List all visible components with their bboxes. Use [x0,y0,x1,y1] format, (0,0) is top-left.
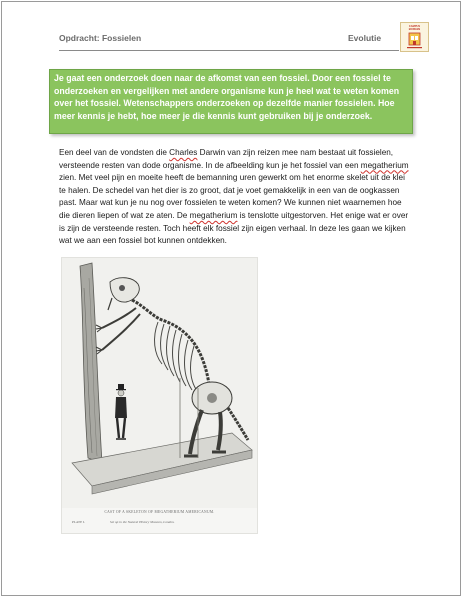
figure-plate-label: PLATE I. [72,520,85,524]
body-text-1: Een deel van de vondsten die [59,148,170,157]
logo-text-line2: BORGEN [408,28,421,31]
page [1,1,461,596]
skeleton-illustration [62,258,257,508]
misspelled-word-megatherium-2: megatherium [189,210,238,220]
body-text-3: zien. Met veel pijn en moeite heeft de bemanning uren gewerkt om het enorme skelet uit de klei te halen. De schedel van het dier is zo groot, dat je voet gemakkelijk in een van de oogkassen past. Maar wat kun je nu nog over fossielen te weten komen? We kunnen niet waarnemen hoe die dieren liepen of wat ze aten. De [59,173,405,220]
logo-text-line1: CAMPUS [408,25,421,28]
intro-text: Je gaat een onderzoek doen naar de afkomst van een fossiel. Door een fossiel te onderzoeken en vergelijken met andere organisme kun je heel wat te weten komen over het fossiel. Wetenschappers onderzoeken op dezelfde manier fossielen. Hoe meer kennis je hebt, hoe meer je die kennis kunt gebruiken bij je onderzoek. [54,73,400,121]
figure-caption: CAST OF A SKELETON OF MEGATHERIUM AMERICANUM. [104,510,215,514]
school-logo [400,22,429,52]
header-divider [59,50,399,51]
misspelled-word-charles: Charles [169,148,198,157]
misspelled-word-megatherium: megatherium [360,160,409,170]
header-subject: Evolutie [348,33,382,43]
figure-subcaption: Set up in the Natural History Museum, London. [110,520,175,524]
body-text-2: Darwin van zijn reizen mee nam bestaat uit fossielen, versteende resten van dode organisme. In de afbeelding kun je het fossiel van een [59,148,394,170]
body-paragraph [59,147,411,248]
megatherium-skeleton-image [61,257,258,534]
body-text-4: is tenslotte uitgestorven. Het enige wat er over is zijn de versteende resten. Toch heeft elk fossiel zijn eigen verhaal. In deze les gaan we kijken wat we aan een fossiel bot kunnen ontdekken. [59,210,409,246]
logo-emblem-icon [401,23,428,51]
header-title: Opdracht: Fossielen [59,33,142,43]
intro-box [49,69,413,134]
